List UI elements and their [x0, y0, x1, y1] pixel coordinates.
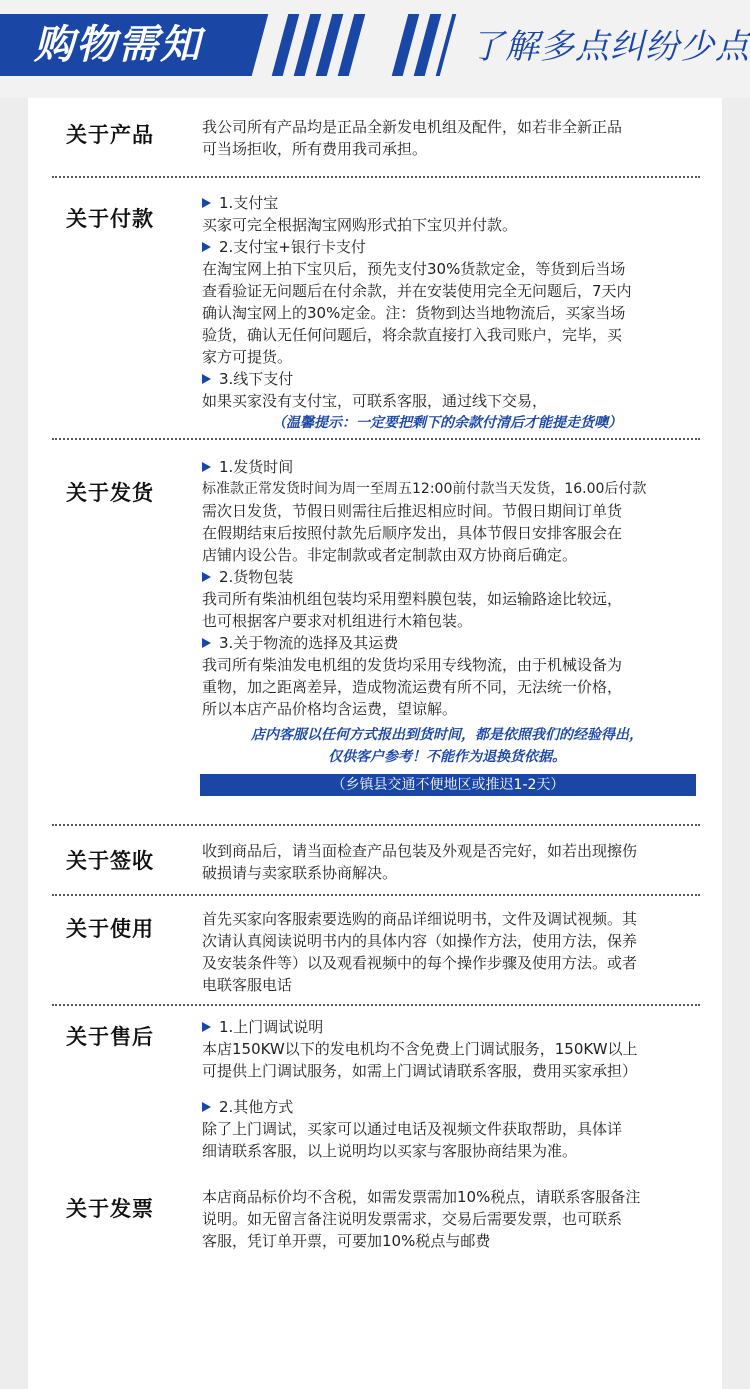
divider — [52, 438, 700, 440]
text-line: 及安装条件等）以及观看视频中的每个操作步骤及使用方法。或者 — [202, 954, 638, 972]
text-line: 可提供上门调试服务，如需上门调试请联系客服，费用买家承担） — [202, 1062, 638, 1080]
text-line: 所以本店产品价格均含运费，望谅解。 — [202, 700, 458, 718]
text-line: 家方可提货。 — [202, 348, 293, 366]
delay-banner: （乡镇县交通不便地区或推迟1-2天） — [200, 774, 696, 796]
text-line: 次请认真阅读说明书内的具体内容（如操作方法，使用方法，保养 — [202, 932, 638, 950]
section-label: 关于发票 — [66, 1197, 154, 1221]
subheading: 3.关于物流的选择及其运费 — [202, 632, 692, 654]
notice-card — [28, 98, 722, 1389]
text-line: 验货，确认无任何问题后，将余款直接打入我司账户，完毕，买 — [202, 326, 623, 344]
text-line: 收到商品后，请当面检查产品包装及外观是否完好，如若出现擦伤 — [202, 842, 638, 860]
text-line: 确认淘宝网上的30%定金。注：货物到达当地物流后，买家当场 — [202, 304, 626, 322]
section-label: 关于售后 — [66, 1025, 154, 1049]
subheading: 3.线下支付 — [202, 368, 692, 390]
triangle-bullet-icon — [202, 572, 211, 582]
triangle-bullet-icon — [202, 198, 211, 208]
subheading: 2.其他方式 — [202, 1096, 692, 1118]
divider — [52, 1004, 700, 1006]
text-line: 如果买家没有支付宝，可联系客服，通过线下交易， — [202, 392, 548, 410]
triangle-bullet-icon — [202, 1022, 211, 1032]
text-line: 首先买家向客服索要选购的商品详细说明书，文件及调试视频。其 — [202, 910, 638, 928]
page-title: 购物需知 — [34, 22, 202, 68]
section-label: 关于使用 — [66, 917, 154, 941]
text-line: 重物，加之距离差异，造成物流运费有所不同，无法统一价格， — [202, 678, 623, 696]
text-line: 我司所有柴油发电机组的发货均采用专线物流，由于机械设备为 — [202, 656, 623, 674]
decor-stripe — [338, 14, 366, 76]
page-header — [0, 0, 750, 98]
text-line: 除了上门调试，买家可以通过电话及视频文件获取帮助，具体详 — [202, 1120, 623, 1138]
section-label: 关于发货 — [66, 481, 154, 505]
text-line: 也可根据客户要求对机组进行木箱包装。 — [202, 612, 473, 630]
text-line: 破损请与卖家联系协商解决。 — [202, 864, 398, 882]
text-line: 我司所有柴油机组包装均采用塑料膜包装，如运输路途比较远， — [202, 590, 623, 608]
text-line: 本店商品标价均不含税，如需发票需加10%税点，请联系客服备注 — [202, 1188, 641, 1206]
text-line: 标准款正常发货时间为周一至周五12:00前付款当天发货，16.00后付款 — [202, 481, 647, 497]
text-line: 店铺内设公告。非定制款或者定制款由双方协商后确定。 — [202, 546, 578, 564]
divider — [52, 894, 700, 896]
text-line: 说明。如无留言备注说明发票需求，交易后需要发票，也可联系 — [202, 1210, 623, 1228]
shipping-tip: 店内客服以任何方式报出到货时间，都是依照我们的经验得出， — [251, 727, 643, 743]
subheading: 1.支付宝 — [202, 192, 692, 214]
shipping-tip: 仅供客户参考！不能作为退换货依据。 — [328, 749, 566, 765]
text-line: 细请联系客服，以上说明均以买家与客服协商结果为准。 — [202, 1142, 578, 1160]
text-line: 客服，凭订单开票，可要加10%税点与邮费 — [202, 1232, 491, 1250]
text-line: 我公司所有产品均是正品全新发电机组及配件，如若非全新正品 — [202, 118, 623, 136]
section-body — [202, 192, 692, 434]
text-line: 买家可完全根据淘宝网购形式拍下宝贝并付款。 — [202, 216, 518, 234]
section-body — [202, 1186, 692, 1252]
text-line: 本店150KW以下的发电机均不含免费上门调试服务，150KW以上 — [202, 1040, 638, 1058]
text-line: 在假期结束后按照付款先后顺序发出，具体节假日安排客服会在 — [202, 524, 623, 542]
text-line: 查看验证无问题后在付余款，并在安装使用完全无问题后，7天内 — [202, 282, 632, 300]
triangle-bullet-icon — [202, 462, 211, 472]
text-line: 可当场拒收，所有费用我司承担。 — [202, 140, 428, 158]
section-label: 关于签收 — [66, 849, 154, 873]
triangle-bullet-icon — [202, 242, 211, 252]
text-line: 在淘宝网上拍下宝贝后，预先支付30%货款定金，等货到后当场 — [202, 260, 626, 278]
section-label: 关于产品 — [66, 123, 154, 147]
page-subtitle: 了解多点纠纷少点 — [470, 27, 750, 67]
triangle-bullet-icon — [202, 374, 211, 384]
subheading: 2.货物包装 — [202, 566, 692, 588]
section-body — [202, 456, 692, 768]
text-line: 需次日发货，节假日则需往后推迟相应时间。节假日期间订单货 — [202, 502, 623, 520]
section-label: 关于付款 — [66, 207, 154, 231]
triangle-bullet-icon — [202, 1102, 211, 1112]
triangle-bullet-icon — [202, 638, 211, 648]
subheading: 1.发货时间 — [202, 456, 692, 478]
subheading: 1.上门调试说明 — [202, 1016, 692, 1038]
subheading: 2.支付宝+银行卡支付 — [202, 236, 692, 258]
section-body — [202, 840, 692, 884]
warm-tip: （温馨提示：一定要把剩下的余款付清后才能提走货噢） — [272, 415, 622, 431]
divider — [52, 824, 700, 826]
section-body — [202, 116, 692, 160]
section-body — [202, 1016, 692, 1162]
text-line: 电联客服电话 — [202, 976, 293, 994]
section-body — [202, 908, 692, 996]
divider — [52, 176, 700, 178]
